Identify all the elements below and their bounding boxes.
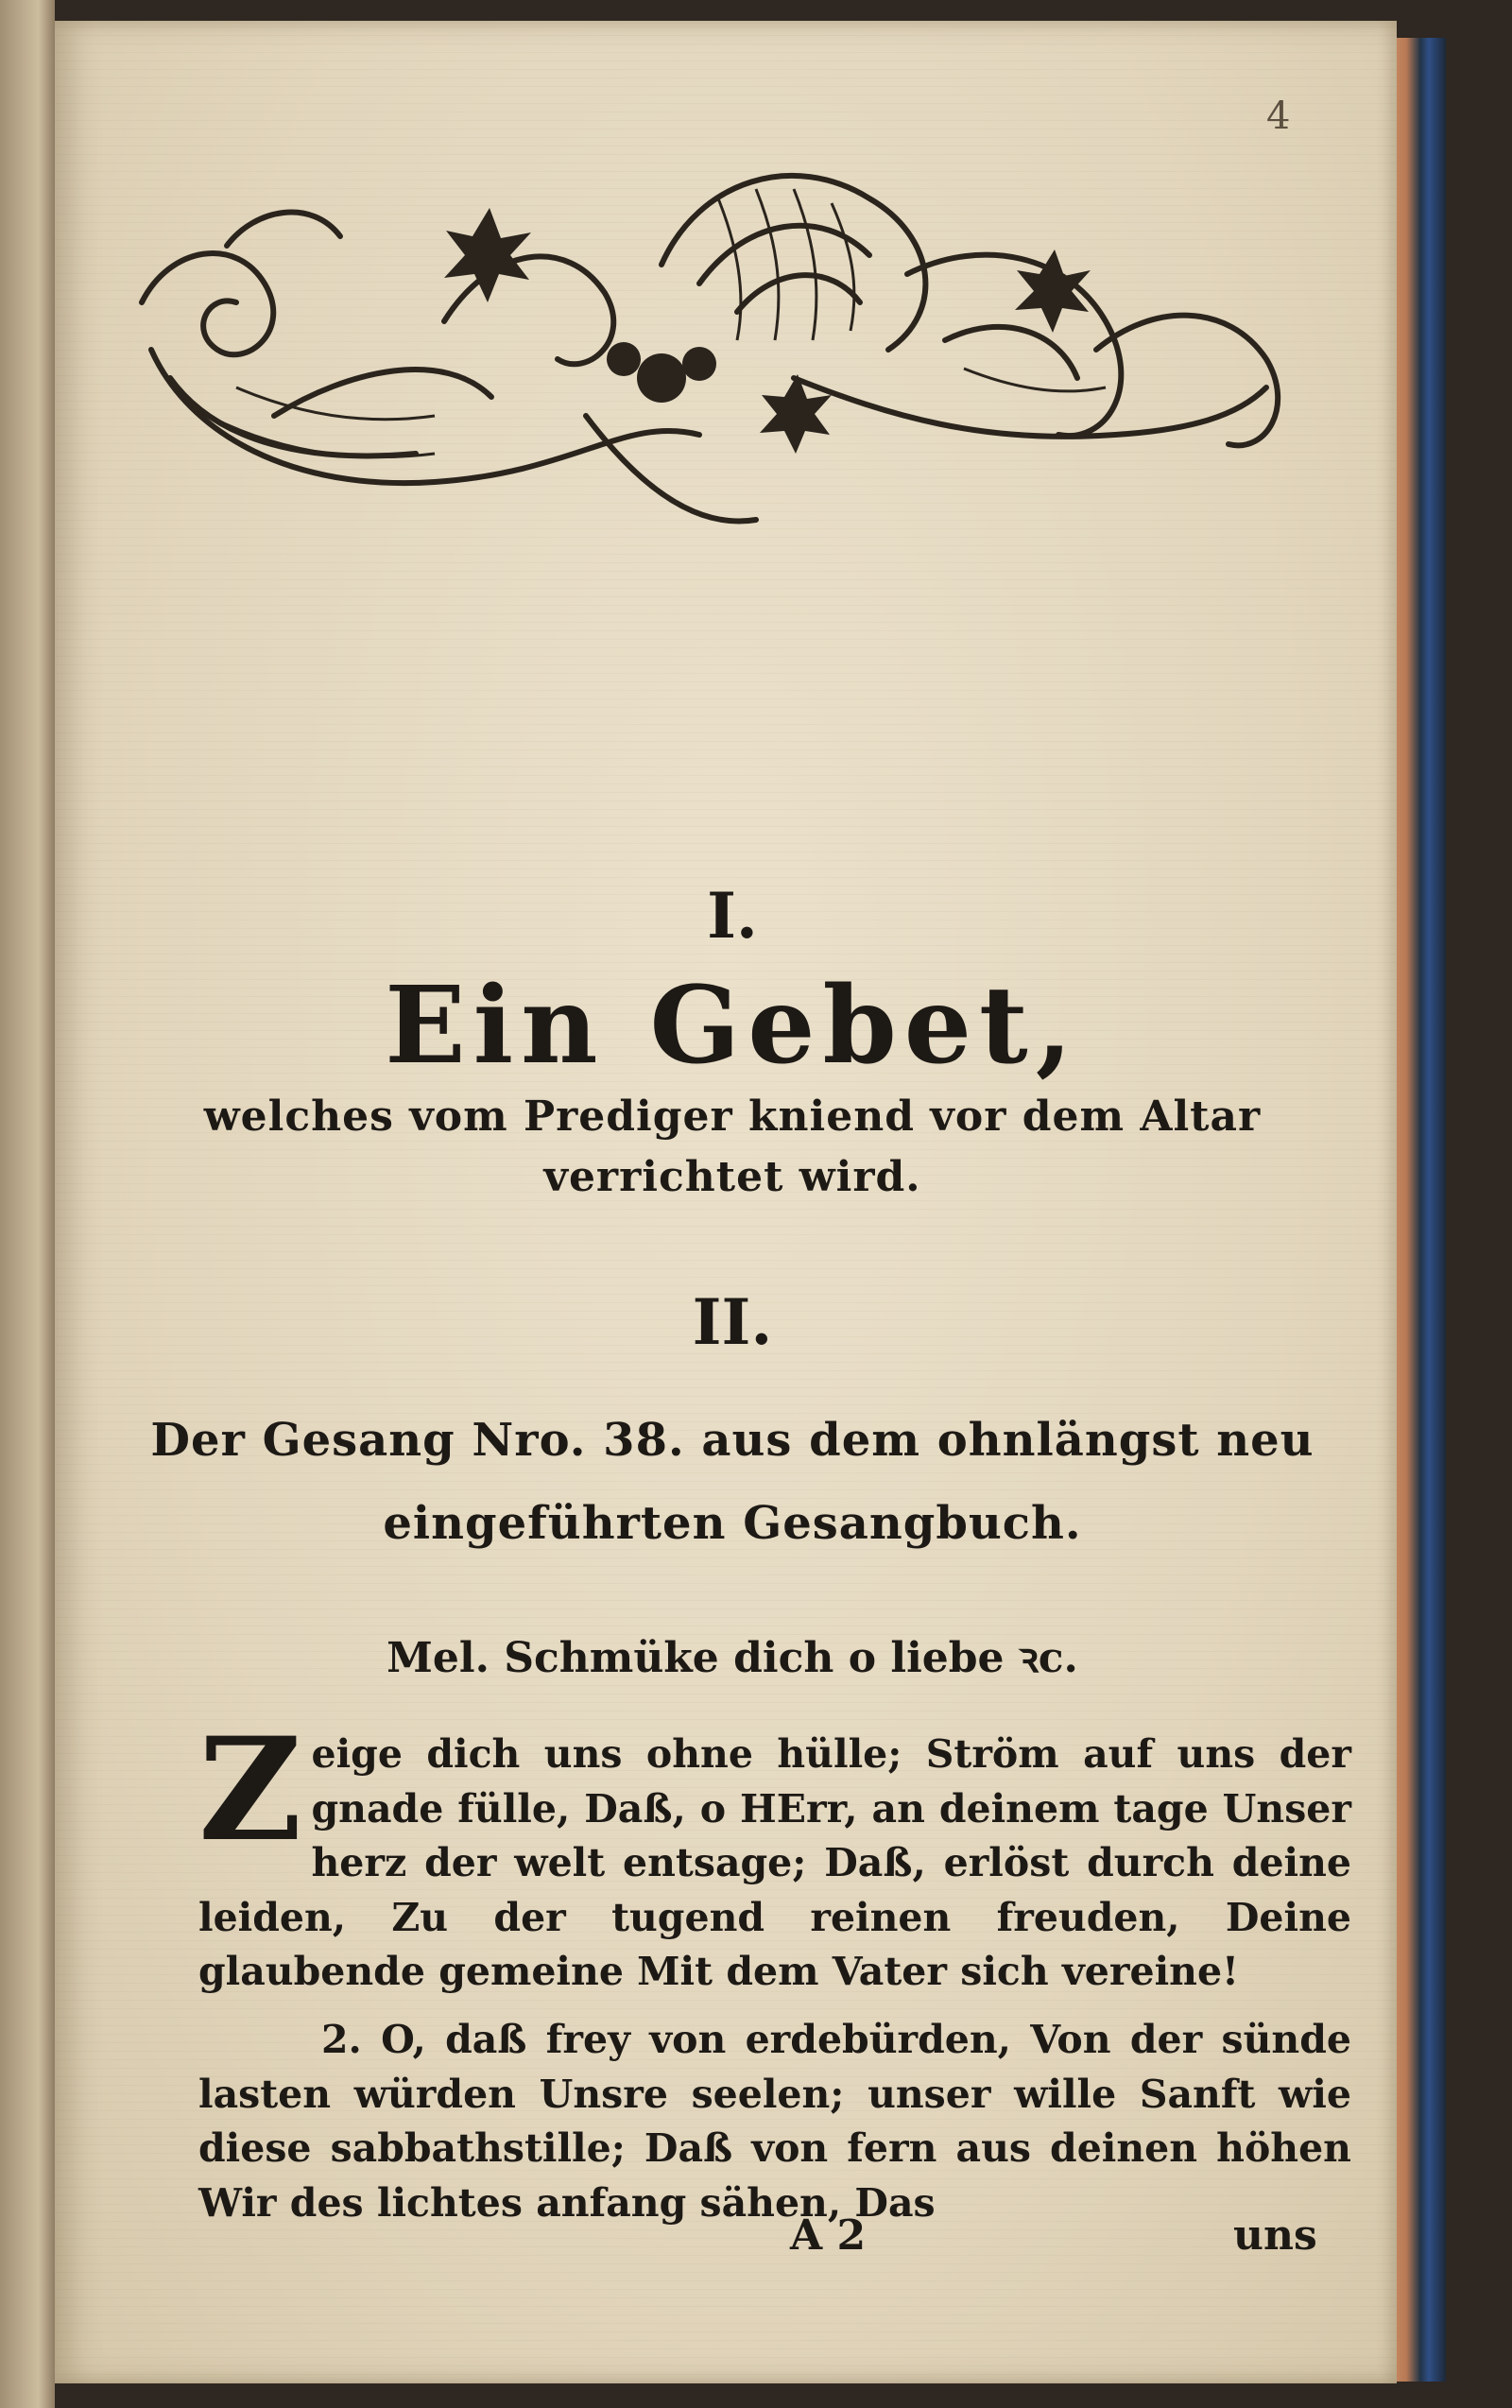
catchword: uns xyxy=(1233,2211,1317,2260)
verse-one-text: eige dich uns ohne hülle; Ström auf uns der gnade fülle, Daß, o HErr, an deinem tage Unser herz der welt entsage; Daß, erlöst durch deine leiden, Zu der tugend reinen freuden, Deine glaubende gemeine Mit dem Vater sich vereine! xyxy=(198,1731,1351,1994)
signature-mark: A 2 xyxy=(790,2211,867,2260)
prayer-title: Ein Gebet, xyxy=(385,964,1080,1088)
verse-one xyxy=(198,1707,1351,2000)
section-number-two: II. xyxy=(692,1285,773,1359)
ornamental-headpiece-icon xyxy=(132,132,1323,548)
melody-line: Mel. Schmüke dich o liebe ꝛc. xyxy=(387,1634,1078,1682)
hymn-reference: Der Gesang Nro. 38. aus dem ohnlängst neu eingeführten Gesangbuch. xyxy=(150,1414,1314,1550)
prayer-subtitle: welches vom Prediger kniend vor dem Altar verrichtet wird. xyxy=(203,1092,1262,1201)
facing-page-edge xyxy=(0,0,55,2408)
drop-cap-initial: Z xyxy=(198,1707,302,1873)
section-number-one: I. xyxy=(707,879,758,953)
verse-two: 2. O, daß frey von erdebürden, Von der sünde lasten würden Unsre seelen; unser wille Sanft wie diese sabbathstille; Daß von fern aus deinen höhen Wir des lichtes anfang sähen, Das xyxy=(198,2017,1351,2226)
page-number: 4 xyxy=(1266,95,1291,138)
book-cover-edge xyxy=(1389,38,1446,2382)
